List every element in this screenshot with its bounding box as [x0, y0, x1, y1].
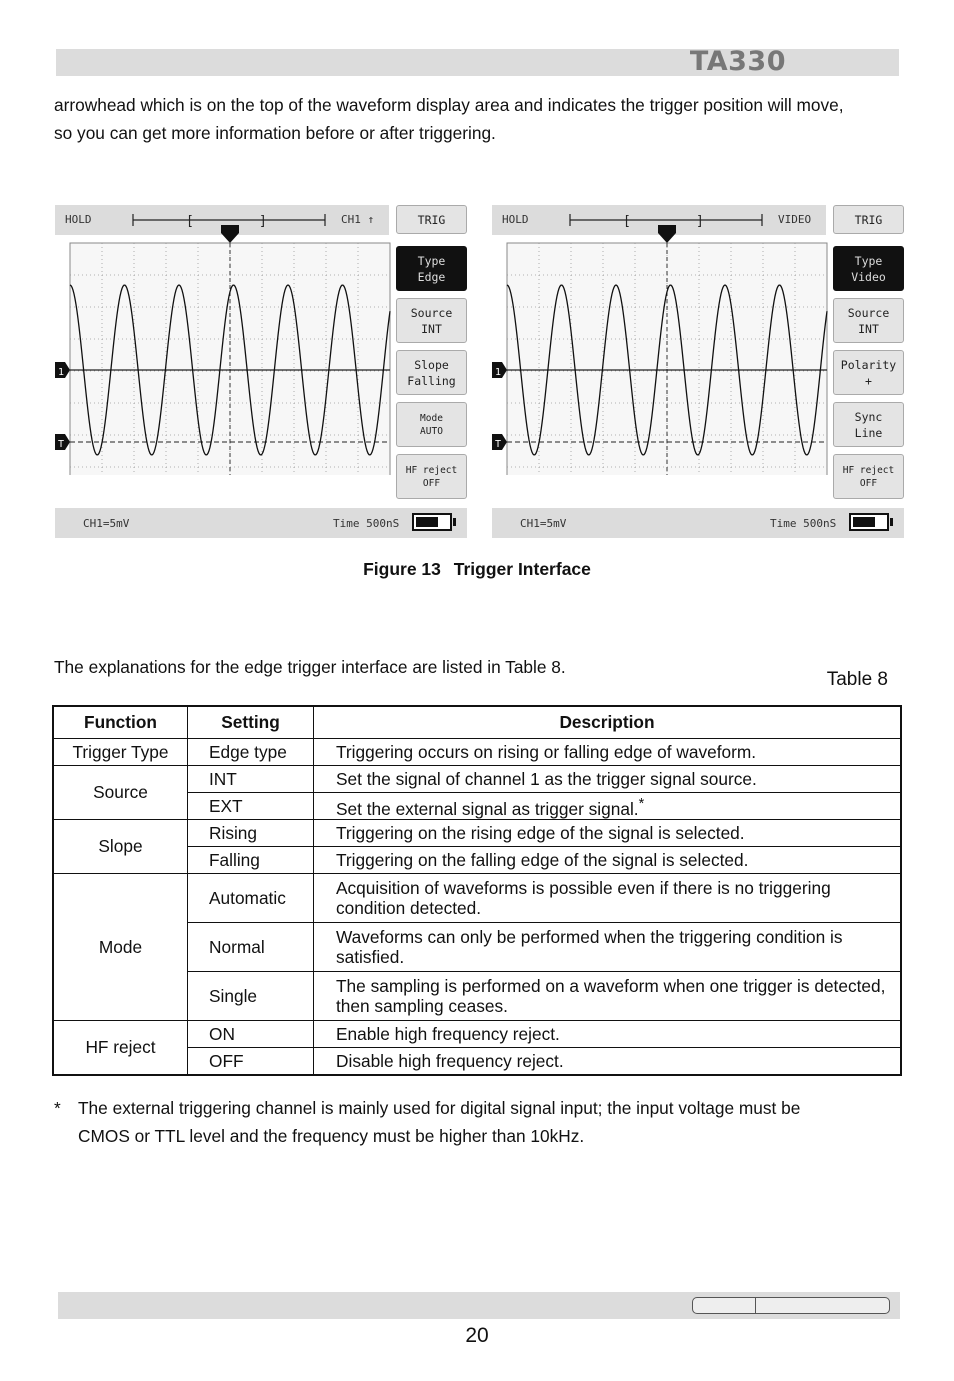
table-row	[53, 874, 901, 923]
setting-cell: EXT	[188, 793, 314, 820]
trigger-position-arrow-icon	[221, 225, 239, 243]
hold-label: HOLD	[502, 213, 529, 226]
figure-caption	[0, 559, 954, 580]
trigger-settings-table	[52, 705, 902, 1076]
battery-icon	[849, 513, 889, 531]
description-cell: Triggering on the rising edge of the signal is selected.	[314, 820, 902, 847]
trigger-channel-label: CH1 ↑	[341, 213, 375, 226]
function-cell: Mode	[53, 874, 188, 1021]
figure-number: Figure 13	[363, 559, 441, 579]
description-cell: Triggering occurs on rising or falling edge of waveform.	[314, 739, 902, 766]
option-value: INT	[421, 321, 442, 336]
option-value: Edge	[417, 269, 446, 284]
trig-menu-title: TRIG	[833, 205, 904, 234]
table-label: Table 8	[826, 669, 888, 690]
table-row	[53, 820, 901, 847]
footnote-line-1: The external triggering channel is mainly used for digital signal input; the input voltage must be	[78, 1098, 801, 1118]
trigger-menu-option[interactable]	[833, 298, 904, 343]
trigger-menu-option[interactable]	[396, 454, 467, 499]
setting-cell: Automatic	[188, 874, 314, 923]
option-value: Falling	[407, 373, 456, 388]
trigger-menu-option[interactable]	[833, 246, 904, 291]
scope-panel-edge	[55, 205, 467, 538]
channel-scale-label: CH1=5mV	[520, 517, 567, 530]
option-name: Type	[854, 253, 883, 268]
option-name: HF reject	[405, 464, 458, 476]
description-cell: Acquisition of waveforms is possible even if there is no triggering condition detected.	[314, 874, 902, 923]
footnote	[54, 1094, 878, 1150]
trigger-level-marker-label: T	[58, 439, 65, 450]
setting-cell: Single	[188, 972, 314, 1021]
description-cell	[314, 793, 902, 820]
table-row	[53, 739, 901, 766]
waveform-display	[55, 205, 395, 475]
function-cell: Slope	[53, 820, 188, 874]
table-row	[53, 1021, 901, 1048]
setting-cell: ON	[188, 1021, 314, 1048]
intro-line-2: so you can get more information before or after triggering.	[54, 123, 496, 143]
page-number: 20	[465, 1324, 489, 1347]
bracket-left: [	[623, 214, 631, 229]
option-name: Polarity	[840, 357, 897, 372]
header-description: Description	[314, 706, 902, 739]
function-cell: Source	[53, 766, 188, 820]
footer-pill-graphic	[692, 1297, 890, 1314]
description-cell: Enable high frequency reject.	[314, 1021, 902, 1048]
header-setting: Setting	[188, 706, 314, 739]
trigger-position-arrow-icon	[658, 225, 676, 243]
option-name: HF reject	[842, 464, 895, 476]
trigger-menu-option[interactable]	[833, 454, 904, 499]
setting-cell: Falling	[188, 847, 314, 874]
function-cell: HF reject	[53, 1021, 188, 1076]
option-name: Sync	[854, 409, 883, 424]
setting-cell: Edge type	[188, 739, 314, 766]
bracket-left: [	[186, 214, 194, 229]
hold-label: HOLD	[65, 213, 92, 226]
description-text: Set the external signal as trigger signal.	[336, 798, 639, 819]
footnote-line-2: CMOS or TTL level and the frequency must be higher than 10kHz.	[78, 1126, 585, 1146]
trigger-menu-option[interactable]	[833, 402, 904, 447]
intro-line-1: arrowhead which is on the top of the waveform display area and indicates the trigger position will move,	[54, 95, 844, 115]
trigger-menu-option[interactable]	[396, 402, 467, 447]
trigger-menu-option[interactable]	[396, 350, 467, 395]
description-cell: Waveforms can only be performed when the triggering condition is satisfied.	[314, 923, 902, 972]
table-row	[53, 766, 901, 793]
table-header-row	[53, 706, 901, 739]
description-cell: Disable high frequency reject.	[314, 1048, 902, 1076]
trigger-level-marker-label: T	[495, 439, 502, 450]
channel-scale-label: CH1=5mV	[83, 517, 130, 530]
option-value: OFF	[422, 477, 441, 489]
brand-title: TA330	[689, 46, 786, 77]
trigger-channel-label: VIDEO	[778, 213, 812, 226]
waveform-display	[492, 205, 832, 475]
trigger-menu-option[interactable]	[396, 246, 467, 291]
option-name: Type	[417, 253, 446, 268]
footnote-star: *	[54, 1098, 61, 1118]
function-cell: Trigger Type	[53, 739, 188, 766]
scope-panel-video	[492, 205, 904, 538]
option-name: Slope	[414, 357, 449, 372]
setting-cell: INT	[188, 766, 314, 793]
option-value: Line	[854, 425, 883, 440]
channel-1-marker-label: 1	[58, 367, 65, 378]
description-cell: The sampling is performed on a waveform when one trigger is detected, then sampling ceases.	[314, 972, 902, 1021]
description-cell: Set the signal of channel 1 as the trigger signal source.	[314, 766, 902, 793]
description-cell: Triggering on the falling edge of the signal is selected.	[314, 847, 902, 874]
footnote-mark: *	[638, 795, 645, 812]
timebase-label: Time 500nS	[770, 517, 837, 530]
channel-1-marker-label: 1	[495, 367, 502, 378]
setting-cell: Normal	[188, 923, 314, 972]
option-name: Mode	[420, 412, 443, 424]
option-name: Source	[847, 305, 890, 320]
setting-cell: Rising	[188, 820, 314, 847]
timebase-label: Time 500nS	[333, 517, 400, 530]
option-value: INT	[858, 321, 879, 336]
trigger-menu-option[interactable]	[833, 350, 904, 395]
bracket-right: ]	[696, 214, 704, 229]
bracket-right: ]	[259, 214, 267, 229]
trigger-menu-option[interactable]	[396, 298, 467, 343]
option-value: OFF	[859, 477, 878, 489]
option-value: +	[865, 373, 872, 388]
option-value: AUTO	[420, 425, 443, 437]
option-name: Source	[410, 305, 453, 320]
table-intro: The explanations for the edge trigger interface are listed in Table 8.	[54, 657, 566, 677]
option-value: Video	[851, 269, 886, 284]
battery-icon	[412, 513, 452, 531]
header-function: Function	[53, 706, 188, 739]
figure-title: Trigger Interface	[453, 559, 591, 579]
trig-menu-title: TRIG	[396, 205, 467, 234]
setting-cell: OFF	[188, 1048, 314, 1076]
